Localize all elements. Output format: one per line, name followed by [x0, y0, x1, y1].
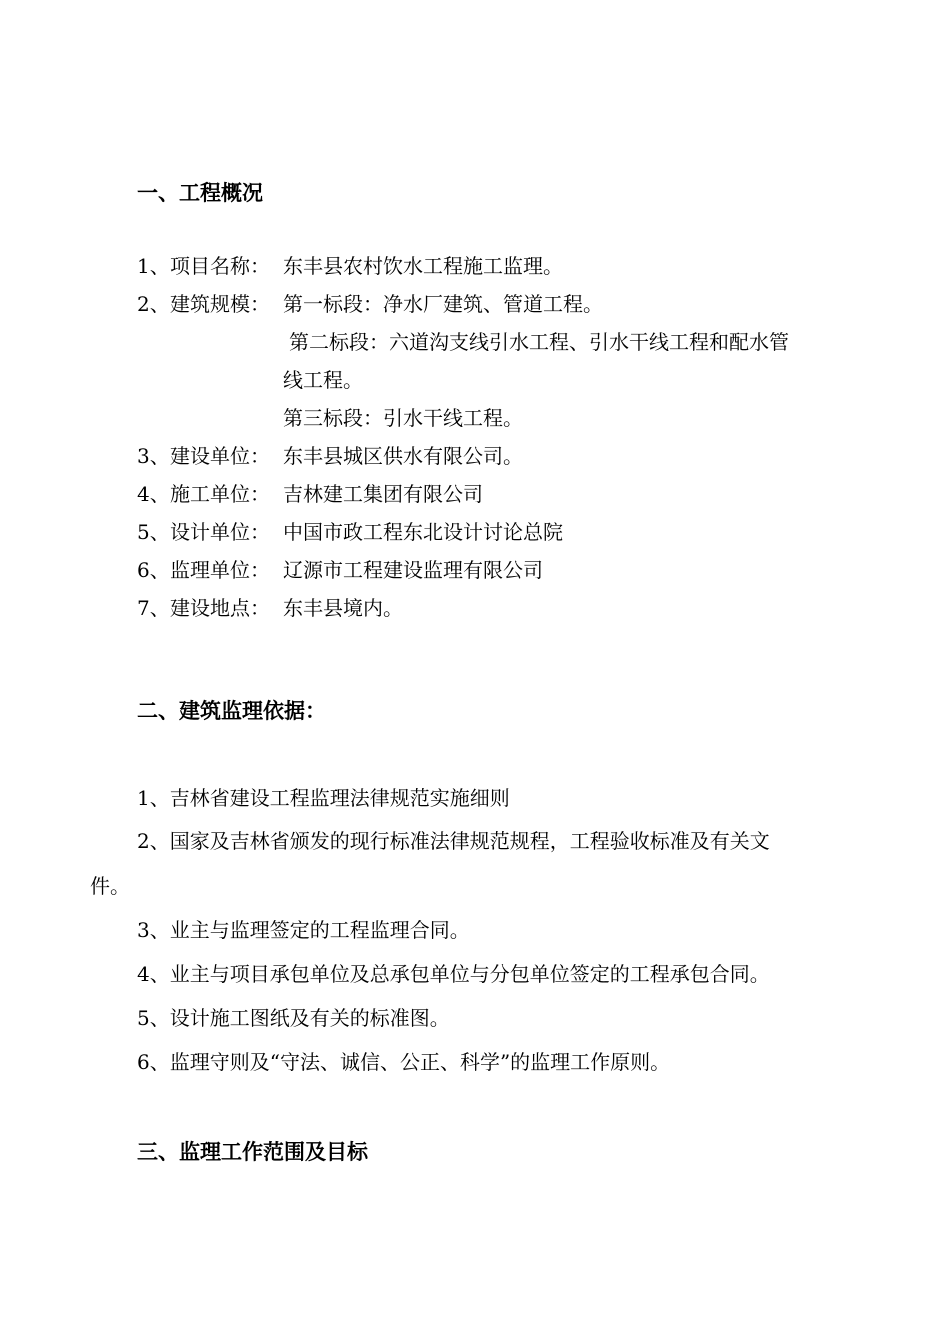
item-label: 监理单位：: [170, 558, 270, 582]
item-label: 建设地点：: [170, 596, 270, 620]
item-label: 建筑规模：: [170, 292, 270, 316]
section-heading-scope: 三、监理工作范围及目标: [137, 1139, 368, 1164]
scale-section-three: 第三标段：引水干线工程。: [283, 406, 523, 430]
item-label: 建设单位：: [170, 444, 270, 468]
item-value: 中国市政工程东北设计讨论总院: [283, 520, 563, 544]
basis-item-3: 3、业主与监理签定的工程监理合同。: [137, 918, 470, 942]
basis-item-5: 5、设计施工图纸及有关的标准图。: [137, 1006, 450, 1030]
basis-item-4: 4、业主与项目承包单位及总承包单位与分包单位签定的工程承包合同。: [137, 962, 770, 986]
item-label: 设计单位：: [170, 520, 270, 544]
item-value: 第一标段：净水厂建筑、管道工程。: [283, 292, 603, 316]
item-label: 施工单位：: [170, 482, 270, 506]
item-number: 6、: [137, 558, 170, 582]
item-value: 辽源市工程建设监理有限公司: [283, 558, 543, 582]
item-value: 东丰县城区供水有限公司。: [283, 444, 523, 468]
section-heading-overview: 一、工程概况: [137, 180, 263, 205]
item-number: 3、: [137, 444, 170, 468]
item-label: 项目名称：: [170, 254, 270, 278]
item-number: 2、: [137, 292, 170, 316]
section-heading-basis: 二、建筑监理依据：: [137, 698, 326, 723]
item-value: 吉林建工集团有限公司: [283, 482, 483, 506]
item-value: 东丰县农村饮水工程施工监理。: [283, 254, 563, 278]
scale-section-two-line2: 线工程。: [283, 368, 363, 392]
basis-item-6: 6、监理守则及“守法、诚信、公正、科学”的监理工作原则。: [137, 1050, 671, 1074]
basis-item-1: 1、吉林省建设工程监理法律规范实施细则: [137, 786, 510, 810]
item-value: 东丰县境内。: [283, 596, 403, 620]
basis-item-2-continued: 件。: [90, 874, 130, 898]
item-number: 7、: [137, 596, 170, 620]
item-number: 4、: [137, 482, 170, 506]
scale-section-two-line1: 第二标段：六道沟支线引水工程、引水干线工程和配水管: [289, 330, 789, 354]
item-number: 5、: [137, 520, 170, 544]
item-number: 1、: [137, 254, 170, 278]
basis-item-2: 2、国家及吉林省颁发的现行标准法律规范规程，工程验收标准及有关文: [137, 829, 770, 853]
